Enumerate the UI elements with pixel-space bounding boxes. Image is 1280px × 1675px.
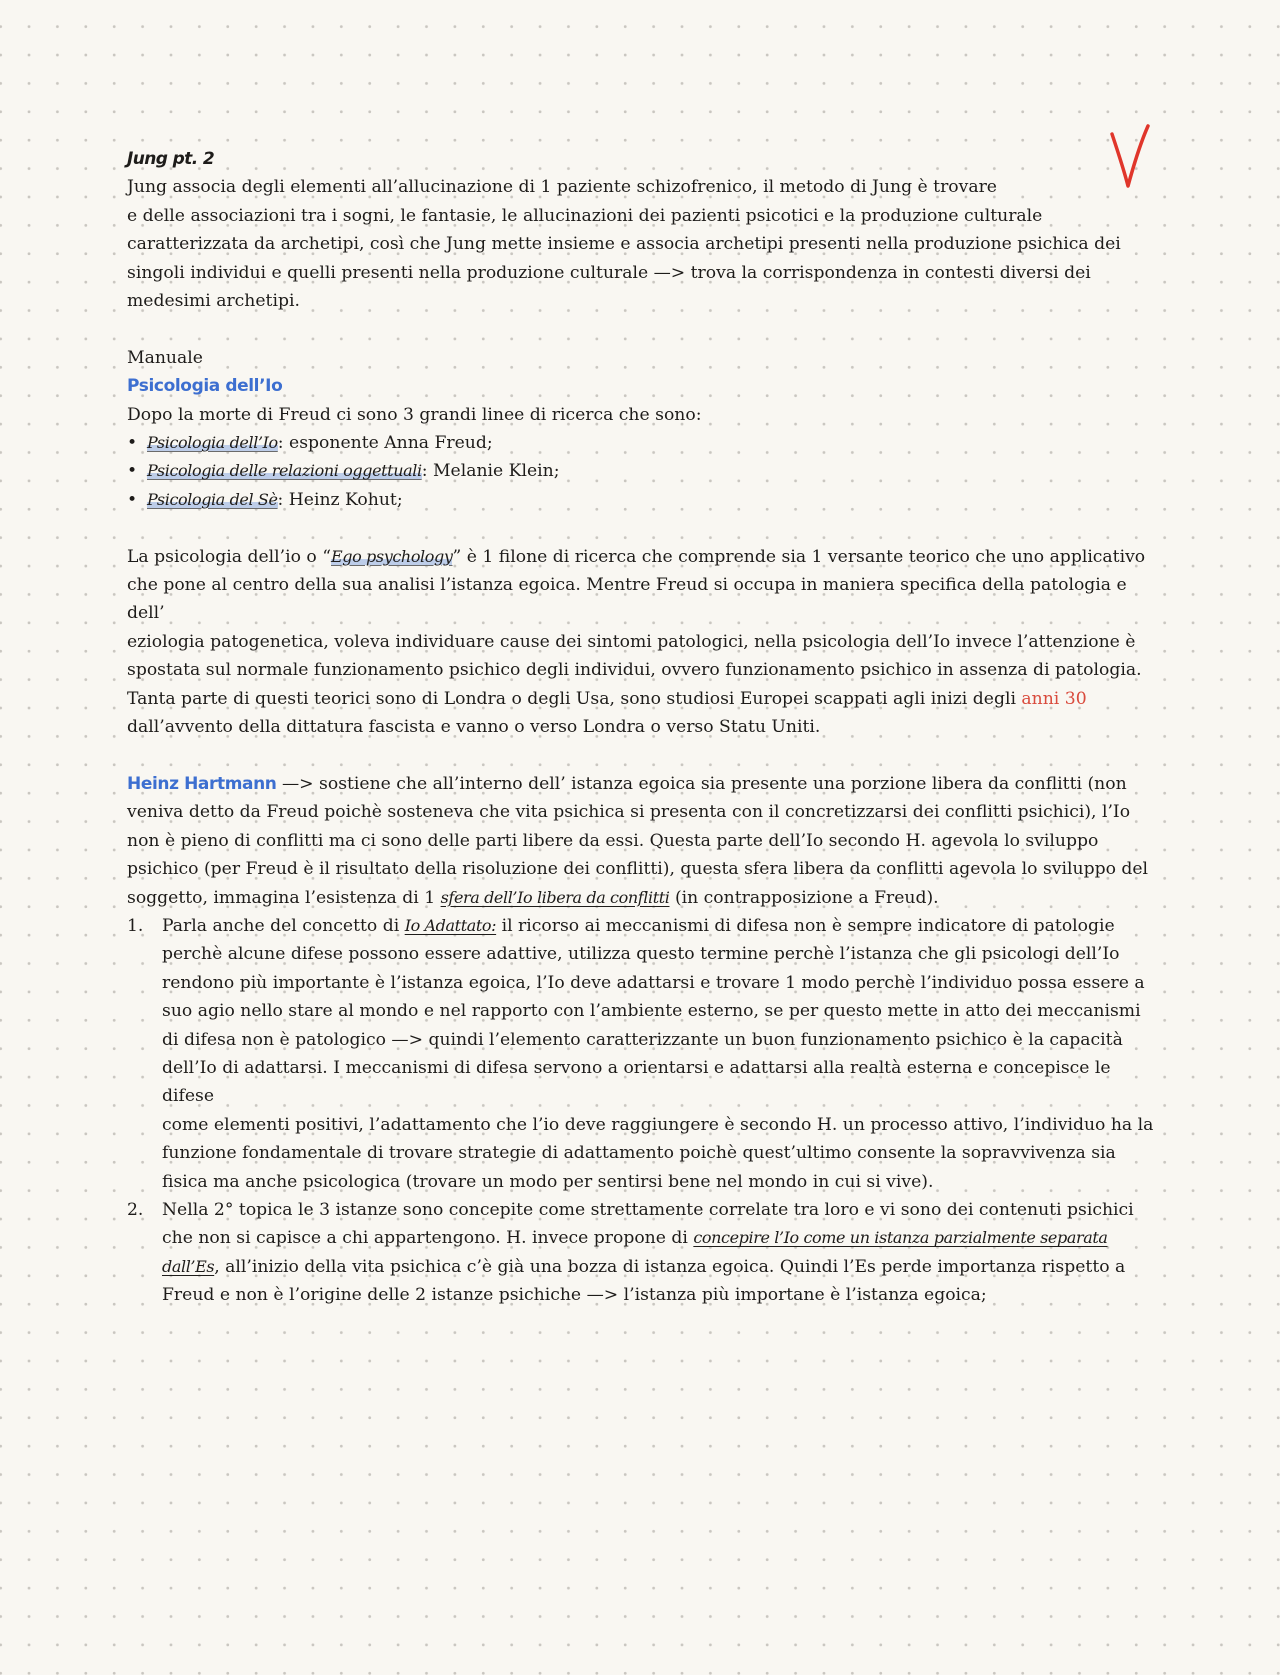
section-manuale — [127, 344, 1157, 514]
list-item — [127, 429, 1157, 457]
item-line — [162, 1224, 1157, 1252]
text-run: il ricorso ai meccanismi di difesa non è sempre indicatore di patologie — [496, 915, 1115, 936]
section-title-psicologia-io: Psicologia dell’Io — [127, 376, 283, 397]
underlined-term: sfera dell’Io libera da conflitti — [440, 887, 670, 907]
note-page — [127, 145, 1157, 1310]
text-run: Parla anche del concetto di — [162, 915, 405, 936]
ego-line-5 — [127, 685, 1157, 713]
jung-line-2: e delle associazioni tra i sogni, le fantasie, le allucinazioni dei pazienti psicotici e la produzione culturale — [127, 205, 1043, 226]
text-run: La psicologia dell’io o “ — [127, 546, 332, 567]
hartmann-line-3: non è pieno di conflitti ma ci sono delle parti libere da essi. Questa parte dell’Io secondo H. agevola lo sviluppo — [127, 830, 1099, 851]
item-line: come elementi positivi, l’adattamento che l’io deve raggiungere è secondo H. un processo attivo, l’individuo ha la — [162, 1114, 1154, 1135]
text-run: Tanta parte di questi teorici sono di Londra o degli Usa, sono studiosi Europei scappati agli inizi degli — [127, 688, 1022, 709]
spacer — [127, 742, 1157, 770]
manuale-label: Manuale — [127, 347, 203, 368]
highlighted-term: Psicologia dell’Io — [147, 433, 278, 453]
ego-line-3: eziologia patogenetica, voleva individuare cause dei sintomi patologici, nella psicologia dell’Io invece l’attenzione è — [127, 631, 1136, 652]
research-lines-list — [127, 429, 1157, 514]
ego-line-4: spostata sul normale funzionamento psichico degli individui, ovvero funzionamento psichico in assenza di patologia. — [127, 660, 1142, 681]
text-run: —> sostiene che all’interno dell’ istanza egoica sia presente una porzione libera da conflitti (non — [276, 773, 1127, 794]
list-item — [127, 912, 1157, 1196]
list-item — [127, 1196, 1157, 1310]
item-line: Freud e non è l’origine delle 2 istanze psichiche —> l’istanza più importane è l’istanza egoica; — [162, 1285, 987, 1306]
item-line: di difesa non è patologico —> quindi l’elemento caratterizzante un buon funzionamento psichico è la capacità — [162, 1029, 1123, 1050]
item-line — [162, 1253, 1157, 1281]
section-hartmann — [127, 770, 1157, 1310]
list-item-text: : Heinz Kohut; — [277, 489, 403, 510]
text-run: soggetto, immagina l’esistenza di 1 — [127, 887, 441, 908]
hartmann-name: Heinz Hartmann — [127, 773, 277, 794]
item-line: fisica ma anche psicologica (trovare un modo per sentirsi bene nel mondo in cui si vive). — [162, 1171, 934, 1192]
list-number: 1. — [127, 915, 144, 936]
text-run: che non si capisce a chi appartengono. H. invece propone di — [162, 1228, 694, 1249]
red-highlight: anni 30 — [1021, 688, 1087, 709]
list-item — [127, 457, 1157, 485]
hartmann-line-5 — [127, 884, 1157, 912]
underlined-term: dall’Es — [162, 1256, 215, 1276]
jung-line-1: Jung associa degli elementi all’allucinazione di 1 paziente schizofrenico, il metodo di Jung è trovare — [127, 177, 997, 198]
underlined-term: Io Adattato: — [404, 915, 497, 935]
text-run: , all’inizio della vita psichica c’è già una bozza di istanza egoica. Quindi l’Es perde importanza rispetto a — [214, 1256, 1126, 1277]
jung-line-3: caratterizzata da archetipi, così che Jung mette insieme e associa archetipi presenti nella produzione psichica dei — [127, 234, 1121, 255]
manuale-intro: Dopo la morte di Freud ci sono 3 grandi linee di ricerca che sono: — [127, 404, 702, 425]
ego-line-6: dall’avvento della dittatura fascista e vanno o verso Londra o verso Statu Uniti. — [127, 717, 821, 738]
list-item-text: : Melanie Klein; — [421, 461, 560, 482]
section-ego-psychology — [127, 543, 1157, 742]
underlined-term: concepire l’Io come un istanza parzialmente separata — [693, 1228, 1108, 1248]
jung-line-4: singoli individui e quelli presenti nella produzione culturale —> trova la corrispondenza in contesti diversi dei — [127, 262, 1091, 283]
item-line: funzione fondamentale di trovare strategie di adattamento poichè quest’ultimo consente la sopravvivenza sia — [162, 1143, 1116, 1164]
section-jung — [127, 145, 1157, 315]
hartmann-line-1 — [127, 770, 1157, 798]
list-number: 2. — [127, 1199, 144, 1220]
ego-line-1 — [127, 543, 1157, 571]
highlighted-term: Ego psychology — [331, 546, 453, 566]
section-title-jung: Jung pt. 2 — [127, 149, 215, 169]
hartmann-points-list — [127, 912, 1157, 1310]
item-line: perchè alcune difese possono essere adattive, utilizza questo termine perchè l’istanza che gli psicologi dell’Io — [162, 944, 1120, 965]
hartmann-line-2: veniva detto da Freud poichè sosteneva che vita psichica si presenta con il concretizzarsi dei conflitti psichici), l’Io — [127, 802, 1131, 823]
item-line: suo agio nello stare al mondo e nel rapporto con l’ambiente esterno, se per questo mette in atto dei meccanismi — [162, 1001, 1141, 1022]
spacer — [127, 514, 1157, 542]
hartmann-line-4: psichico (per Freud è il risultato della risoluzione dei conflitti), questa sfera libera da conflitti agevola lo sviluppo del — [127, 859, 1149, 880]
item-line: rendono più importante è l’istanza egoica, l’Io deve adattarsi e trovare 1 modo perchè l’individuo possa essere a — [162, 972, 1145, 993]
jung-line-5: medesimi archetipi. — [127, 291, 300, 312]
text-run: (in contrapposizione a Freud). — [669, 887, 939, 908]
highlighted-term: Psicologia del Sè — [147, 489, 278, 509]
highlighted-term: Psicologia delle relazioni oggettuali — [147, 461, 422, 481]
text-run: ” è 1 filone di ricerca che comprende sia 1 versante teorico che uno applicativo — [452, 546, 1146, 567]
item-line: Nella 2° topica le 3 istanze sono concepite come strettamente correlate tra loro e vi sono dei contenuti psichici — [162, 1199, 1134, 1220]
spacer — [127, 315, 1157, 343]
list-item-text: : esponente Anna Freud; — [277, 433, 493, 454]
list-item — [127, 486, 1157, 514]
ego-line-2: che pone al centro della sua analisi l’istanza egoica. Mentre Freud si occupa in maniera specifica della patologia e dell’ — [127, 575, 1127, 624]
item-line: dell’Io di adattarsi. I meccanismi di difesa servono a orientarsi e adattarsi alla realtà esterna e concepisce le difese — [162, 1057, 1111, 1107]
item-line — [162, 912, 1157, 940]
